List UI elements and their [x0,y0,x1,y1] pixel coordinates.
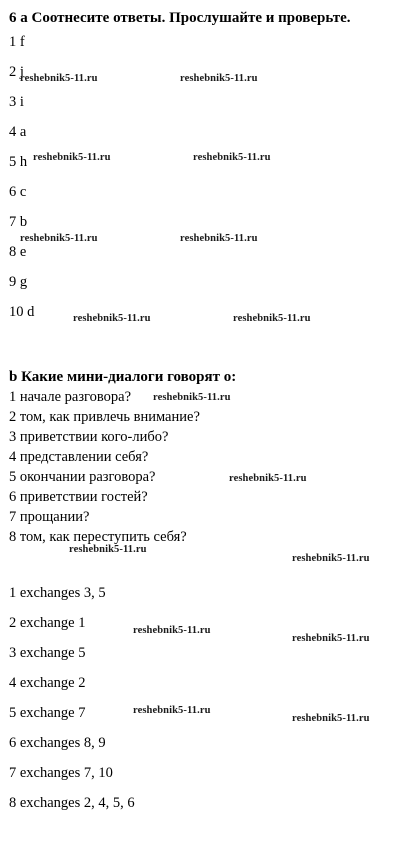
part-b-question: 1 начале разговора? [9,389,132,405]
part-a-answer: 9 g [9,274,28,290]
watermark: reshebnik5-11.ru [133,705,211,716]
part-b-title: b Какие мини-диалоги говорят о: [9,369,237,385]
part-b-answer: 8 exchanges 2, 4, 5, 6 [9,795,135,811]
watermark: reshebnik5-11.ru [73,313,151,324]
part-b-answer: 5 exchange 7 [9,705,86,721]
watermark: reshebnik5-11.ru [20,233,98,244]
part-a-answer: 6 c [9,184,27,200]
watermark: reshebnik5-11.ru [292,633,370,644]
watermark: reshebnik5-11.ru [193,152,271,163]
watermark: reshebnik5-11.ru [292,553,370,564]
part-a-answer: 4 a [9,124,27,140]
watermark: reshebnik5-11.ru [33,152,111,163]
part-a-answer: 1 f [9,34,25,50]
part-a-answer: 8 e [9,244,27,260]
watermark: reshebnik5-11.ru [229,473,307,484]
watermark: reshebnik5-11.ru [69,544,147,555]
watermark: reshebnik5-11.ru [292,713,370,724]
watermark: reshebnik5-11.ru [20,73,98,84]
part-b-answer: 3 exchange 5 [9,645,86,661]
part-a-answer: 3 i [9,94,24,110]
part-b-question: 4 представлении себя? [9,449,149,465]
part-b-question: 5 окончании разговора? [9,469,156,485]
watermark: reshebnik5-11.ru [180,233,258,244]
part-a-answer: 7 b [9,214,28,230]
watermark: reshebnik5-11.ru [133,625,211,636]
part-a-answer: 10 d [9,304,35,320]
part-b-answer: 7 exchanges 7, 10 [9,765,113,781]
part-a-title: 6 a Соотнесите ответы. Прослушайте и проверьте. [9,10,351,26]
watermark: reshebnik5-11.ru [153,392,231,403]
part-b-answer: 6 exchanges 8, 9 [9,735,106,751]
part-b-question: 2 том, как привлечь внимание? [9,409,200,425]
watermark: reshebnik5-11.ru [180,73,258,84]
part-b-answer: 1 exchanges 3, 5 [9,585,106,601]
part-a-answer: 2 j [9,64,24,80]
part-b-question: 8 том, как переступить себя? [9,529,187,545]
part-a-answer: 5 h [9,154,28,170]
watermark: reshebnik5-11.ru [233,313,311,324]
part-b-question: 6 приветствии гостей? [9,489,148,505]
part-b-answer: 2 exchange 1 [9,615,86,631]
part-b-question: 3 приветствии кого-либо? [9,429,169,445]
part-b-question: 7 прощании? [9,509,90,525]
part-b-answer: 4 exchange 2 [9,675,86,691]
